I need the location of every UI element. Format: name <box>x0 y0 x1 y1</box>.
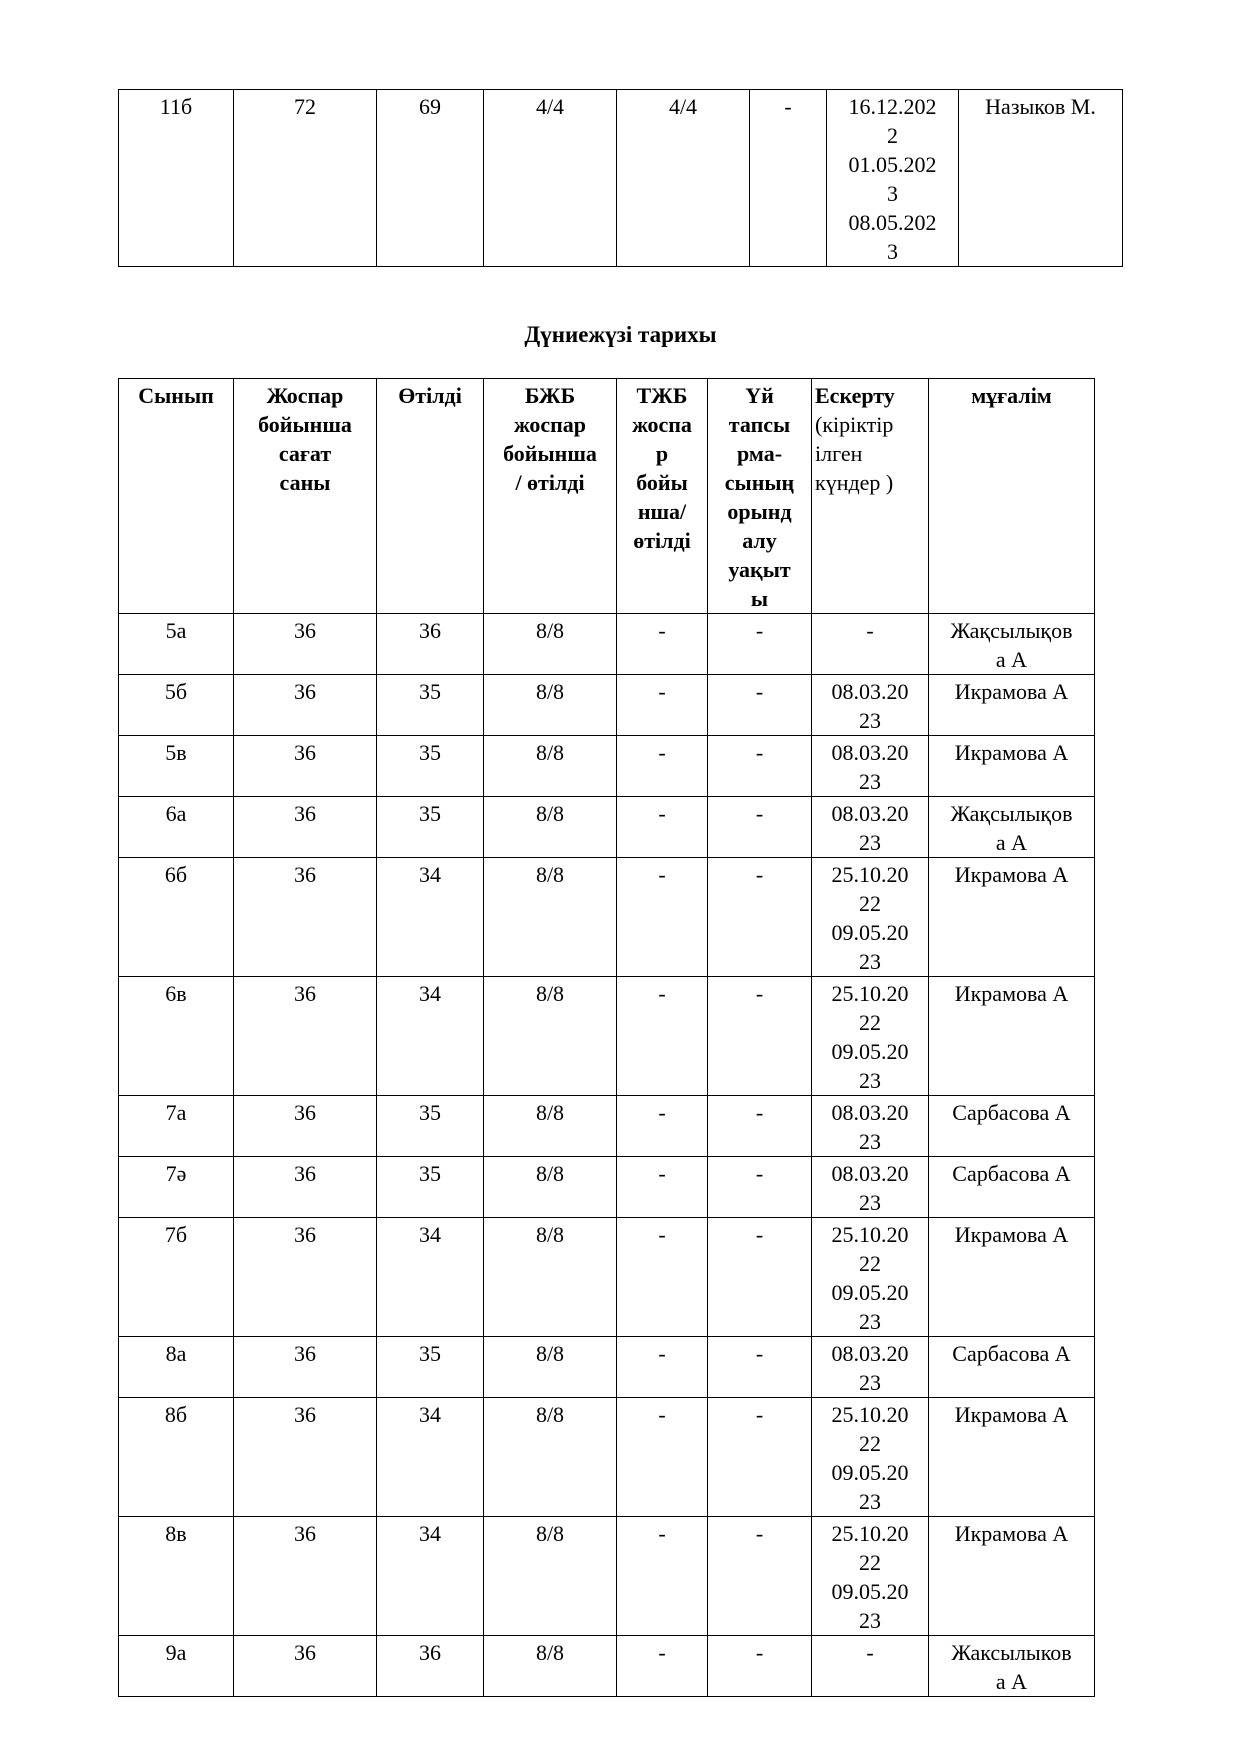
table-row <box>119 675 1095 736</box>
planned-hours-cell: 36 <box>234 1096 377 1157</box>
tjb-cell: - <box>617 977 708 1096</box>
bjb-cell: 8/8 <box>484 1218 617 1337</box>
table-row <box>119 1398 1095 1517</box>
tjb-cell: - <box>617 1218 708 1337</box>
teacher-cell: Икрамова А <box>929 736 1095 797</box>
planned-hours-cell: 36 <box>234 1517 377 1636</box>
homework-cell: - <box>708 1337 812 1398</box>
teacher-cell: Назыков М. <box>959 90 1123 267</box>
header-class: Сынып <box>119 379 234 614</box>
table-row <box>119 1636 1095 1697</box>
homework-cell: - <box>708 1157 812 1218</box>
note-cell: 25.10.20 22 09.05.20 23 <box>812 977 929 1096</box>
tjb-cell: - <box>617 675 708 736</box>
planned-hours-cell: 36 <box>234 1398 377 1517</box>
tjb-cell: - <box>617 1517 708 1636</box>
teacher-cell: Икрамова А <box>929 977 1095 1096</box>
class-cell: 9а <box>119 1636 234 1697</box>
done-hours-cell: 35 <box>377 675 484 736</box>
homework-cell: - <box>708 797 812 858</box>
table-row <box>119 977 1095 1096</box>
bjb-cell: 8/8 <box>484 1096 617 1157</box>
header-note-title: Ескерту <box>815 383 895 408</box>
note-cell: 25.10.20 22 09.05.20 23 <box>812 1218 929 1337</box>
teacher-cell: Икрамова А <box>929 1218 1095 1337</box>
homework-cell: - <box>708 1636 812 1697</box>
note-cell: 08.03.20 23 <box>812 1157 929 1218</box>
teacher-cell: Жаксылыков а А <box>929 1636 1095 1697</box>
homework-cell: - <box>708 1218 812 1337</box>
note-cell: - <box>812 614 929 675</box>
homework-cell: - <box>708 736 812 797</box>
table-row <box>119 1337 1095 1398</box>
bjb-cell: 4/4 <box>484 90 617 267</box>
bjb-cell: 8/8 <box>484 1157 617 1218</box>
table-row <box>119 1157 1095 1218</box>
tjb-cell: 4/4 <box>617 90 750 267</box>
note-cell: 25.10.20 22 09.05.20 23 <box>812 1517 929 1636</box>
header-tjb: ТЖБ жоспа р бойы нша/ өтілді <box>617 379 708 614</box>
class-cell: 5а <box>119 614 234 675</box>
bjb-cell: 8/8 <box>484 1398 617 1517</box>
class-cell: 7а <box>119 1096 234 1157</box>
bjb-cell: 8/8 <box>484 977 617 1096</box>
class-cell: 8а <box>119 1337 234 1398</box>
note-cell: 08.03.20 23 <box>812 1337 929 1398</box>
header-note-subtitle: (кірiктiр ілген күндер ) <box>815 412 894 495</box>
table-row <box>119 614 1095 675</box>
planned-hours-cell: 72 <box>234 90 377 267</box>
header-teacher: мұғалім <box>929 379 1095 614</box>
teacher-cell: Сарбасова А <box>929 1096 1095 1157</box>
homework-cell: - <box>708 977 812 1096</box>
class-cell: 5б <box>119 675 234 736</box>
tjb-cell: - <box>617 1398 708 1517</box>
note-cell: 08.03.20 23 <box>812 1096 929 1157</box>
section-title: Дүниежүзі тарихы <box>524 322 717 347</box>
note-cell: 16.12.202 2 01.05.202 3 08.05.202 3 <box>827 90 959 267</box>
done-hours-cell: 36 <box>377 1636 484 1697</box>
class-cell: 8в <box>119 1517 234 1636</box>
bjb-cell: 8/8 <box>484 797 617 858</box>
done-hours-cell: 35 <box>377 1157 484 1218</box>
note-cell: - <box>812 1636 929 1697</box>
tjb-cell: - <box>617 1096 708 1157</box>
table-row <box>119 736 1095 797</box>
planned-hours-cell: 36 <box>234 736 377 797</box>
class-cell: 5в <box>119 736 234 797</box>
class-cell: 7ә <box>119 1157 234 1218</box>
teacher-cell: Икрамова А <box>929 675 1095 736</box>
note-cell: 08.03.20 23 <box>812 736 929 797</box>
tjb-cell: - <box>617 858 708 977</box>
table-body <box>119 614 1095 1697</box>
done-hours-cell: 34 <box>377 977 484 1096</box>
world-history-table <box>118 378 1095 1697</box>
bjb-cell: 8/8 <box>484 1337 617 1398</box>
class-cell: 8б <box>119 1398 234 1517</box>
planned-hours-cell: 36 <box>234 675 377 736</box>
tjb-cell: - <box>617 1157 708 1218</box>
planned-hours-cell: 36 <box>234 1157 377 1218</box>
teacher-cell: Жақсылықов а А <box>929 614 1095 675</box>
header-planned-hours: Жоспар бойынша сағат саны <box>234 379 377 614</box>
class-cell: 6в <box>119 977 234 1096</box>
planned-hours-cell: 36 <box>234 1636 377 1697</box>
planned-hours-cell: 36 <box>234 858 377 977</box>
header-row <box>119 379 1095 614</box>
note-cell: 25.10.20 22 09.05.20 23 <box>812 1398 929 1517</box>
homework-cell: - <box>708 858 812 977</box>
done-hours-cell: 35 <box>377 1337 484 1398</box>
table-row <box>119 858 1095 977</box>
planned-hours-cell: 36 <box>234 1337 377 1398</box>
done-hours-cell: 69 <box>377 90 484 267</box>
done-hours-cell: 35 <box>377 1096 484 1157</box>
bjb-cell: 8/8 <box>484 736 617 797</box>
tjb-cell: - <box>617 797 708 858</box>
top-table-fragment <box>118 89 1123 267</box>
done-hours-cell: 36 <box>377 614 484 675</box>
homework-cell: - <box>708 1398 812 1517</box>
teacher-cell: Сарбасова А <box>929 1337 1095 1398</box>
note-cell: 08.03.20 23 <box>812 797 929 858</box>
bjb-cell: 8/8 <box>484 858 617 977</box>
header-note <box>812 379 929 614</box>
done-hours-cell: 35 <box>377 797 484 858</box>
table-row <box>119 797 1095 858</box>
table-row <box>119 1517 1095 1636</box>
teacher-cell: Икрамова А <box>929 1398 1095 1517</box>
done-hours-cell: 34 <box>377 1398 484 1517</box>
teacher-cell: Икрамова А <box>929 1517 1095 1636</box>
bjb-cell: 8/8 <box>484 614 617 675</box>
homework-cell: - <box>708 675 812 736</box>
done-hours-cell: 35 <box>377 736 484 797</box>
table-row <box>119 1096 1095 1157</box>
planned-hours-cell: 36 <box>234 797 377 858</box>
bjb-cell: 8/8 <box>484 1636 617 1697</box>
planned-hours-cell: 36 <box>234 1218 377 1337</box>
table-row <box>119 90 1123 267</box>
note-cell: 25.10.20 22 09.05.20 23 <box>812 858 929 977</box>
tjb-cell: - <box>617 1337 708 1398</box>
class-cell: 11б <box>119 90 234 267</box>
tjb-cell: - <box>617 614 708 675</box>
homework-cell: - <box>708 1517 812 1636</box>
homework-cell: - <box>708 614 812 675</box>
teacher-cell: Икрамова А <box>929 858 1095 977</box>
bjb-cell: 8/8 <box>484 675 617 736</box>
tjb-cell: - <box>617 736 708 797</box>
teacher-cell: Сарбасова А <box>929 1157 1095 1218</box>
header-done: Өтілді <box>377 379 484 614</box>
done-hours-cell: 34 <box>377 1218 484 1337</box>
tjb-cell: - <box>617 1636 708 1697</box>
teacher-cell: Жақсылықов а А <box>929 797 1095 858</box>
planned-hours-cell: 36 <box>234 977 377 1096</box>
class-cell: 6а <box>119 797 234 858</box>
planned-hours-cell: 36 <box>234 614 377 675</box>
class-cell: 7б <box>119 1218 234 1337</box>
header-homework: Үй тапсы рма- сының орынд алу уақыт ы <box>708 379 812 614</box>
note-cell: 08.03.20 23 <box>812 675 929 736</box>
bjb-cell: 8/8 <box>484 1517 617 1636</box>
class-cell: 6б <box>119 858 234 977</box>
header-bjb: БЖБ жоспар бойынша / өтілді <box>484 379 617 614</box>
done-hours-cell: 34 <box>377 858 484 977</box>
homework-cell: - <box>750 90 827 267</box>
homework-cell: - <box>708 1096 812 1157</box>
done-hours-cell: 34 <box>377 1517 484 1636</box>
table-row <box>119 1218 1095 1337</box>
